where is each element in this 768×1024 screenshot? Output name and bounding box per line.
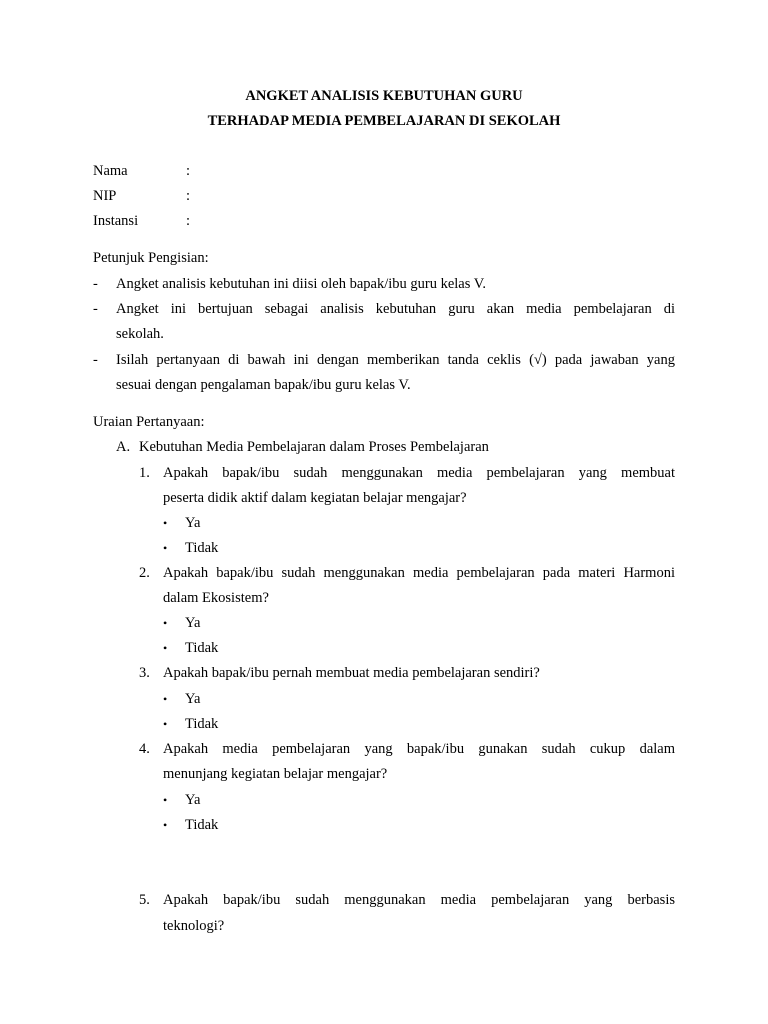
instruction-text: Angket ini bertujuan sebagai analisis kebutuhan guru akan media pembelajaran di [116,301,675,317]
instruction-text: Angket analisis kebutuhan ini diisi oleh bapak/ibu guru kelas V. [116,276,486,292]
question-text: Apakah bapak/ibu sudah menggunakan media pembelajaran yang berbasis [163,892,675,908]
document-title-line-1: ANGKET ANALISIS KEBUTUHAN GURU [245,88,523,104]
document-page [93,0,675,1024]
instruction-item [93,348,675,373]
answer-option [93,536,393,561]
bullet-icon: • [163,692,168,706]
question-number: 1. [139,465,150,481]
option-label: Ya [185,615,201,631]
bullet-icon: • [163,793,168,807]
section-marker: A. [116,439,131,455]
question-text: Apakah bapak/ibu sudah menggunakan media pembelajaran yang membuat [163,465,675,481]
instruction-item [93,272,675,297]
question-text-continued: dalam Ekosistem? [163,590,269,606]
bullet-icon: • [163,516,168,530]
instruction-text-continued: sesuai dengan pengalaman bapak/ibu guru kelas V. [116,377,411,393]
option-label: Tidak [185,716,219,732]
identity-colon: : [186,163,191,179]
bullet-icon: • [163,641,168,655]
answer-option [93,712,393,737]
section-a-heading [93,435,675,460]
answer-option [93,788,393,813]
answer-option [93,611,393,636]
question-number: 4. [139,741,150,757]
question-text: Apakah bapak/ibu sudah menggunakan media pembelajaran pada materi Harmoni [163,565,675,581]
question-number: 3. [139,665,150,681]
option-label: Tidak [185,540,219,556]
option-label: Ya [185,515,201,531]
question-4 [93,737,675,762]
bullet-icon: • [163,818,168,832]
bullet-icon: • [163,541,168,555]
identity-field-nip [93,184,393,209]
bullet-icon: • [163,717,168,731]
option-label: Tidak [185,817,219,833]
question-text: Apakah bapak/ibu pernah membuat media pembelajaran sendiri? [163,665,540,681]
option-label: Ya [185,691,201,707]
bullet-icon: • [163,616,168,630]
instructions-heading: Petunjuk Pengisian: [93,250,209,266]
option-label: Ya [185,792,201,808]
document-title-line-2: TERHADAP MEDIA PEMBELAJARAN DI SEKOLAH [207,113,561,129]
answer-option [93,511,393,536]
answer-option [93,687,393,712]
question-text-continued: teknologi? [163,918,225,934]
identity-field-instansi [93,209,393,234]
question-5 [93,888,675,913]
identity-label: Nama [93,163,128,179]
answer-option [93,813,393,838]
identity-label: Instansi [93,213,139,229]
identity-colon: : [186,188,191,204]
option-label: Tidak [185,640,219,656]
question-text: Apakah media pembelajaran yang bapak/ibu gunakan sudah cukup dalam [163,741,675,757]
instruction-text: Isilah pertanyaan di bawah ini dengan memberikan tanda ceklis (√) pada jawaban yang [116,352,675,368]
question-text-continued: peserta didik aktif dalam kegiatan belajar mengajar? [163,490,467,506]
questions-heading: Uraian Pertanyaan: [93,414,205,430]
instruction-text-continued: sekolah. [116,326,164,342]
question-number: 2. [139,565,150,581]
identity-field-nama [93,159,393,184]
dash-marker: - [93,276,98,292]
question-1 [93,461,675,486]
dash-marker: - [93,352,98,368]
identity-label: NIP [93,188,117,204]
answer-option [93,636,393,661]
question-number: 5. [139,892,150,908]
question-3 [93,661,675,686]
instruction-item [93,297,675,322]
identity-colon: : [186,213,191,229]
question-text-continued: menunjang kegiatan belajar mengajar? [163,766,388,782]
section-title: Kebutuhan Media Pembelajaran dalam Proses Pembelajaran [139,439,489,455]
dash-marker: - [93,301,98,317]
question-2 [93,561,675,586]
